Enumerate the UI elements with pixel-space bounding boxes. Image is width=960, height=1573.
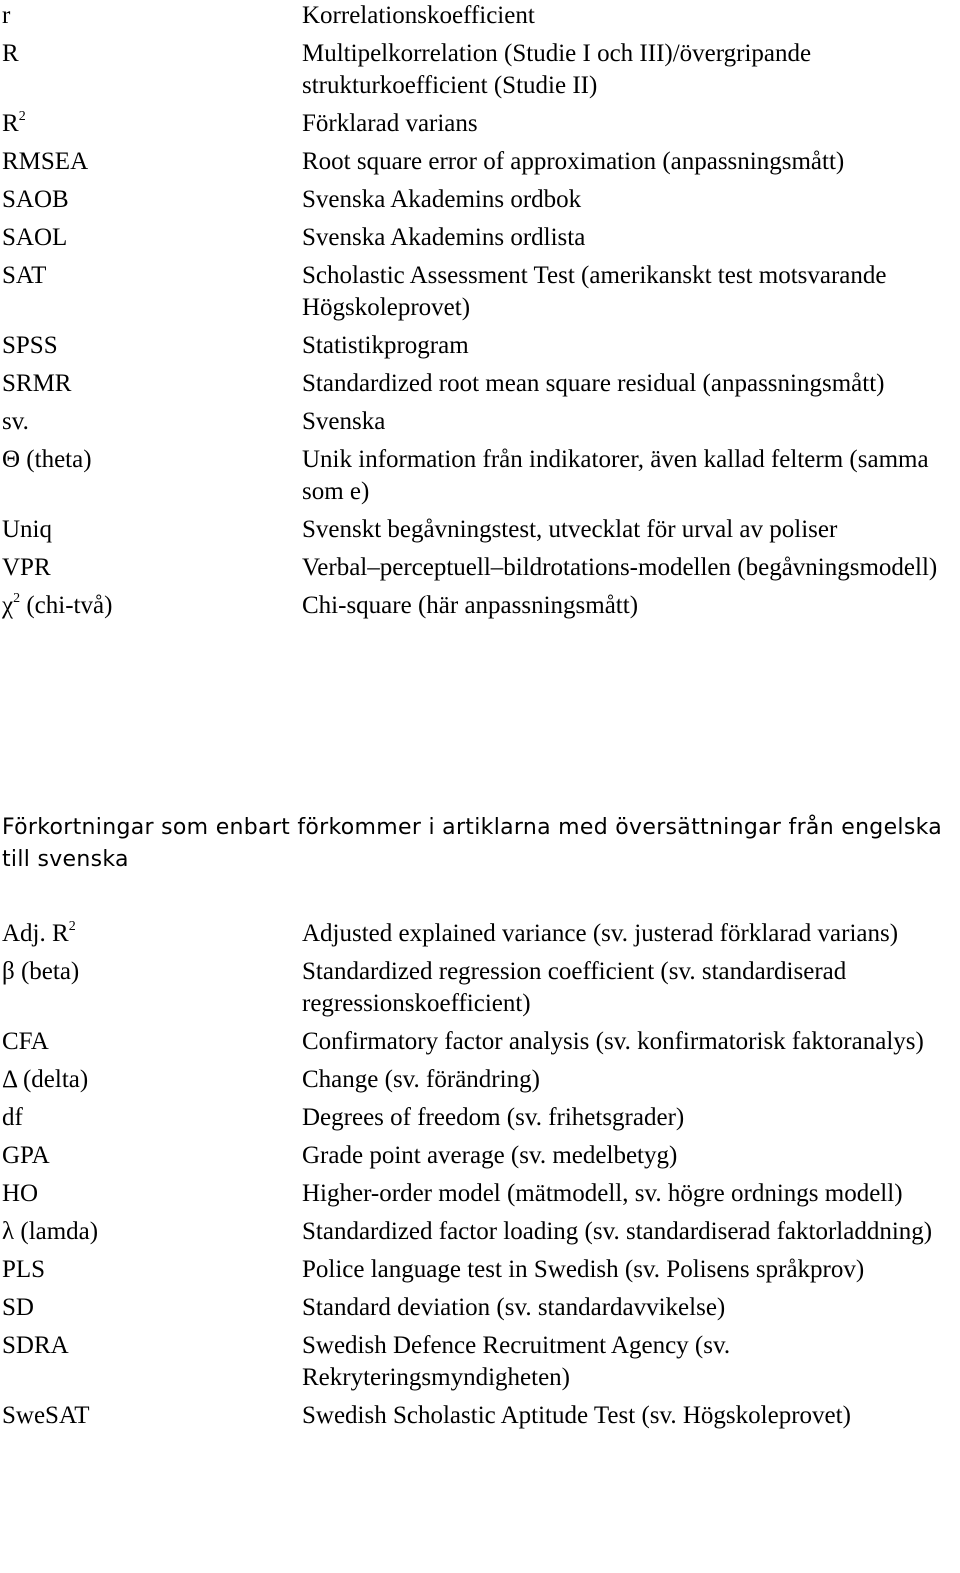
term-text: VPR — [2, 554, 51, 581]
term-text: R — [2, 110, 19, 137]
abbreviation-definition: Change (sv. förändring) — [302, 1066, 540, 1093]
abbreviation-row — [2, 1178, 958, 1210]
abbreviation-row — [2, 146, 958, 178]
abbreviation-row — [2, 406, 958, 438]
abbreviation-term — [2, 444, 302, 508]
abbreviation-row — [2, 38, 958, 102]
abbreviation-row — [2, 368, 958, 400]
abbreviation-definition: Police language test in Swedish (sv. Polisens språkprov) — [302, 1256, 865, 1283]
abbreviation-definition: Chi-square (här anpassningsmått) — [302, 592, 639, 619]
abbreviation-row — [2, 260, 958, 324]
abbreviation-term — [2, 1254, 302, 1286]
abbreviation-term — [2, 1400, 302, 1432]
term-text: SAOB — [2, 186, 69, 213]
abbreviation-row — [2, 1330, 958, 1394]
abbreviation-term — [2, 108, 302, 140]
term-suffix: (chi-två) — [20, 592, 113, 619]
abbreviation-term — [2, 918, 302, 950]
abbreviation-row — [2, 444, 958, 508]
abbreviation-definition: Verbal–perceptuell–bildrotations-modellen (begåvningsmodell) — [302, 554, 938, 581]
abbreviation-row — [2, 1400, 958, 1432]
abbreviation-definition: Standard deviation (sv. standardavvikelse) — [302, 1294, 726, 1321]
term-text: df — [2, 1104, 23, 1131]
abbreviation-term — [2, 1102, 302, 1134]
abbreviation-term — [2, 1026, 302, 1058]
abbreviation-row — [2, 1292, 958, 1324]
abbreviation-row — [2, 1026, 958, 1058]
abbreviation-row — [2, 1064, 958, 1096]
abbreviation-definition: Swedish Scholastic Aptitude Test (sv. Högskoleprovet) — [302, 1402, 851, 1429]
abbreviation-row — [2, 1140, 958, 1172]
term-text: χ — [2, 592, 14, 619]
abbreviation-row — [2, 552, 958, 584]
abbreviation-definition: Swedish Defence Recruitment Agency (sv. Rekryteringsmyndigheten) — [302, 1332, 731, 1391]
term-text: Uniq — [2, 516, 52, 543]
term-text: SAOL — [2, 224, 68, 251]
term-text: SD — [2, 1294, 34, 1321]
term-text: β (beta) — [2, 958, 80, 985]
abbreviation-row — [2, 918, 958, 950]
abbreviation-term — [2, 590, 302, 622]
abbreviation-definition: Standardized regression coefficient (sv. standardiserad regressionskoefficient) — [302, 958, 847, 1017]
abbreviation-term — [2, 1178, 302, 1210]
abbreviation-term — [2, 1216, 302, 1248]
abbreviation-term — [2, 0, 302, 32]
section-heading: Förkortningar som enbart förkommer i artiklarna med översättningar från engelska till svenska — [2, 815, 943, 872]
abbreviation-term — [2, 1292, 302, 1324]
abbreviation-definition: Svenska Akademins ordlista — [302, 224, 586, 251]
abbreviation-definition: Standardized factor loading (sv. standardiserad faktorladdning) — [302, 1218, 933, 1245]
abbreviation-definition: Root square error of approximation (anpassningsmått) — [302, 148, 845, 175]
term-text: SAT — [2, 262, 47, 289]
abbreviation-term — [2, 184, 302, 216]
abbreviation-definition: Svenska — [302, 408, 386, 435]
abbreviation-term — [2, 368, 302, 400]
abbreviation-term — [2, 38, 302, 102]
abbreviation-row — [2, 956, 958, 1020]
abbreviation-definition: Förklarad varians — [302, 110, 478, 137]
abbreviation-row — [2, 1102, 958, 1134]
abbreviation-term — [2, 514, 302, 546]
abbreviation-definition: Scholastic Assessment Test (amerikanskt test motsvarande Högskoleprovet) — [302, 262, 887, 321]
term-text: HO — [2, 1180, 39, 1207]
term-text: Δ (delta) — [2, 1066, 89, 1093]
abbreviation-row — [2, 514, 958, 546]
abbreviation-term — [2, 1330, 302, 1394]
term-text: SPSS — [2, 332, 58, 359]
abbreviation-definition: Multipelkorrelation (Studie I och III)/övergripande strukturkoefficient (Studie II) — [302, 40, 812, 99]
term-text: sv. — [2, 408, 29, 435]
abbreviation-row — [2, 590, 958, 622]
abbreviation-definition: Grade point average (sv. medelbetyg) — [302, 1142, 678, 1169]
abbreviation-definition: Higher-order model (mätmodell, sv. högre ordnings modell) — [302, 1180, 903, 1207]
abbreviation-term — [2, 552, 302, 584]
term-text: RMSEA — [2, 148, 89, 175]
term-superscript: 2 — [68, 918, 76, 934]
abbreviation-definition: Standardized root mean square residual (anpassningsmått) — [302, 370, 885, 397]
abbreviation-term — [2, 956, 302, 1020]
term-superscript: 2 — [13, 590, 21, 606]
abbreviation-definition: Adjusted explained variance (sv. justerad förklarad varians) — [302, 920, 899, 947]
term-text: GPA — [2, 1142, 50, 1169]
abbreviation-row — [2, 184, 958, 216]
abbreviation-row — [2, 1216, 958, 1248]
abbreviation-definition: Statistikprogram — [302, 332, 469, 359]
term-text: Θ (theta) — [2, 446, 92, 473]
abbreviation-definition: Unik information från indikatorer, även kallad felterm (samma som e) — [302, 446, 929, 505]
term-text: SDRA — [2, 1332, 69, 1359]
abbreviation-row — [2, 0, 958, 32]
abbreviation-term — [2, 260, 302, 324]
abbreviation-definition: Svenska Akademins ordbok — [302, 186, 582, 213]
term-text: SweSAT — [2, 1402, 90, 1429]
abbreviation-term — [2, 222, 302, 254]
abbreviation-term — [2, 406, 302, 438]
abbreviation-definition: Korrelationskoefficient — [302, 2, 535, 29]
abbreviation-definition: Degrees of freedom (sv. frihetsgrader) — [302, 1104, 685, 1131]
term-text: R — [2, 40, 19, 67]
abbreviation-definition: Confirmatory factor analysis (sv. konfirmatorisk faktoranalys) — [302, 1028, 924, 1055]
term-text: SRMR — [2, 370, 72, 397]
abbreviation-list-english — [2, 918, 958, 1438]
term-text: CFA — [2, 1028, 49, 1055]
abbreviation-row — [2, 1254, 958, 1286]
term-text: λ (lamda) — [2, 1218, 99, 1245]
abbreviation-row — [2, 330, 958, 362]
term-text: r — [2, 2, 11, 29]
term-superscript: 2 — [18, 108, 26, 124]
abbreviation-term — [2, 1140, 302, 1172]
abbreviation-term — [2, 146, 302, 178]
abbreviation-term — [2, 330, 302, 362]
term-text: Adj. R — [2, 920, 69, 947]
abbreviation-row — [2, 108, 958, 140]
abbreviation-row — [2, 222, 958, 254]
abbreviation-list-swedish — [2, 0, 958, 628]
abbreviation-definition: Svenskt begåvningstest, utvecklat för urval av poliser — [302, 516, 838, 543]
term-text: PLS — [2, 1256, 46, 1283]
abbreviation-term — [2, 1064, 302, 1096]
